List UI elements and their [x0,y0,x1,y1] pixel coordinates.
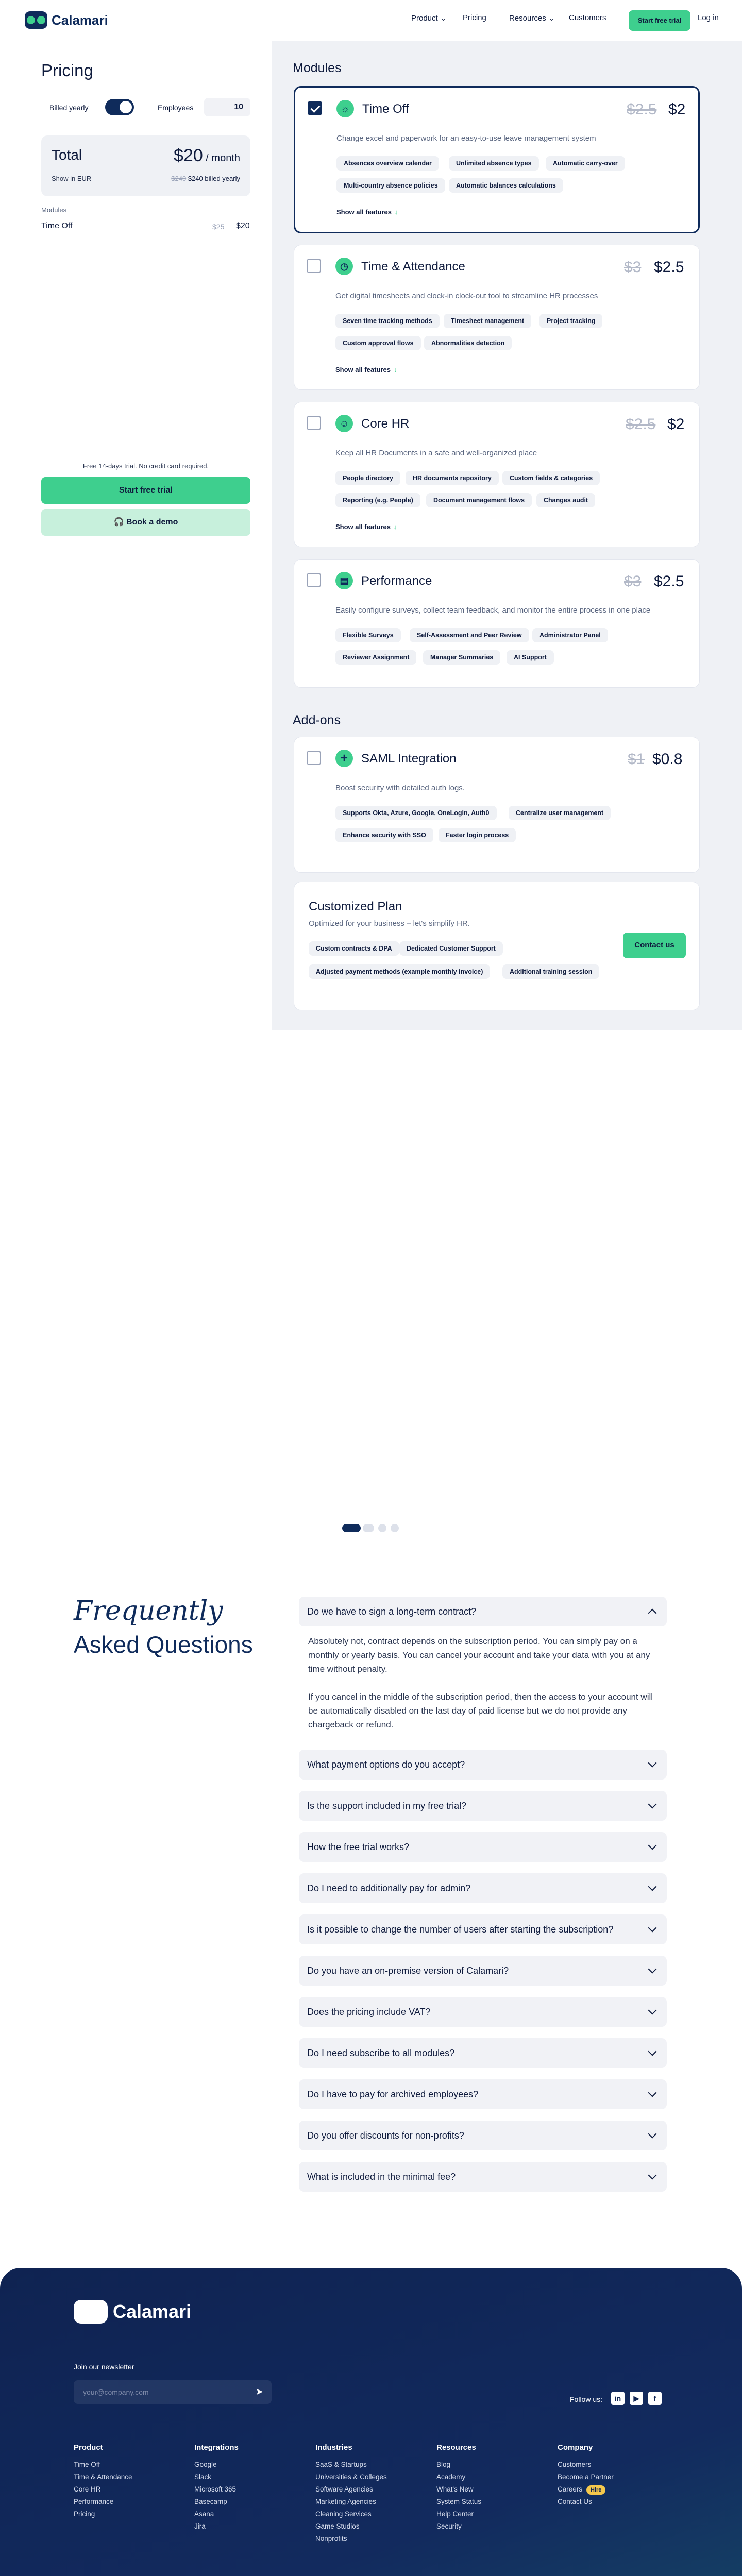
arrow-down-icon: ↓ [393,366,397,374]
newsletter-input[interactable]: your@company.com ➤ [74,2380,272,2404]
chevron-up-icon [648,1609,657,1618]
show-all-features-link[interactable]: Show all features ↓ [335,366,397,374]
module-checkbox[interactable] [307,573,321,587]
footer-link[interactable]: Asana [194,2510,214,2518]
module-card-performance[interactable] [294,559,700,688]
footer-link[interactable]: Cleaning Services [315,2510,372,2518]
yearly-billing: $240 $240 billed yearly [171,175,240,182]
chevron-down-icon [648,1883,657,1891]
footer-link[interactable]: Jira [194,2522,206,2530]
footer-link[interactable]: Performance [74,2498,114,2505]
total-box [41,135,250,196]
chevron-down-icon [648,1759,657,1768]
custom-plan-card [294,882,700,1010]
module-title: Time & Attendance [361,260,465,274]
module-checkbox[interactable] [307,416,321,430]
custom-plan-title: Customized Plan [309,900,402,913]
start-trial-header-button[interactable]: Start free trial [629,10,690,31]
chevron-down-icon [648,1965,657,1974]
contact-us-button[interactable]: Contact us [623,933,686,958]
nav-customers[interactable]: Customers [569,13,606,22]
feature-tag: Custom approval flows [335,336,421,350]
faq-question[interactable]: Is the support included in my free trial? [299,1791,667,1821]
footer-link[interactable]: Nonprofits [315,2535,347,2543]
faq-question[interactable]: What payment options do you accept? [299,1750,667,1780]
footer-link[interactable]: Core HR [74,2485,101,2493]
module-description: Keep all HR Documents in a safe and well-organized place [335,449,537,457]
chevron-down-icon [648,2047,657,2056]
palm-tree-icon: ☼ [336,100,354,117]
feature-tag: Reviewer Assignment [335,650,416,665]
chevron-down-icon [648,1800,657,1809]
footer-column-title: Industries [315,2443,352,2452]
footer-link[interactable]: Help Center [436,2510,474,2518]
faq-question[interactable]: How the free trial works? [299,1832,667,1862]
module-old-price: $2.5 [627,101,657,118]
page-title: Pricing [41,61,93,80]
module-title: Core HR [361,417,410,431]
feature-tag: Flexible Surveys [335,628,401,642]
feature-tag: Dedicated Customer Support [399,941,503,956]
faq-answer: Absolutely not, contract depends on the subscription period. You can simply pay on a monthly or yearly basis. You can cancel your account and take your data with you at any time without penalty. [308,1636,650,1674]
footer-link[interactable]: Pricing [74,2510,95,2518]
module-price: $2 [668,101,686,118]
footer-link[interactable]: Slack [194,2473,212,2481]
nav-resources[interactable]: Resources ⌄ [509,14,555,23]
feature-tag: Custom contracts & DPA [309,941,399,956]
faq-answer: If you cancel in the middle of the subscription period, then the access to your account will be automatically disabled on the last day of paid license but we do not provide any chargeback or refund. [308,1692,653,1730]
feature-tag: Timesheet management [444,314,531,328]
addons-heading: Add-ons [293,713,341,727]
feature-tag: Administrator Panel [532,628,608,642]
faq-question[interactable]: Do I need subscribe to all modules? [299,2038,667,2068]
module-line-name: Time Off [41,222,73,230]
module-title: Time Off [362,102,409,116]
feature-tag: Absences overview calendar [336,156,439,171]
faq-title-italic: Frequently [74,1596,223,1626]
feature-tag: Adjusted payment methods (example monthly invoice) [309,964,490,979]
footer-link[interactable]: Microsoft 365 [194,2485,237,2493]
chevron-down-icon [648,2171,657,2180]
feature-tag: Faster login process [439,828,516,842]
addon-card-saml[interactable] [294,737,700,873]
calamari-logo[interactable]: Calamari [25,11,108,29]
module-description: Easily configure surveys, collect team feedback, and monitor the entire process in one place [335,606,651,615]
headset-icon: 🎧 [113,518,124,527]
feature-tag: Manager Summaries [423,650,500,665]
show-all-features-link[interactable]: Show all features ↓ [336,208,398,216]
feature-tag: Self-Assessment and Peer Review [410,628,529,642]
feature-tag: Supports Okta, Azure, Google, OneLogin, Auth0 [335,806,497,820]
feature-tag: People directory [335,471,400,485]
footer-link[interactable]: Game Studios [315,2522,360,2530]
feature-tag: Project tracking [539,314,602,328]
carousel-dot-active[interactable] [342,1524,361,1532]
linkedin-icon[interactable]: in [611,2392,625,2405]
start-trial-button[interactable]: Start free trial [41,477,250,504]
faq-title: Asked Questions [74,1631,253,1658]
logo-icon [74,2300,108,2324]
custom-plan-description: Optimized for your business – let's simplify HR. [309,919,470,928]
billing-toggle[interactable] [105,99,134,115]
footer-link[interactable]: Software Agencies [315,2485,373,2493]
addon-title: SAML Integration [361,752,457,766]
faq-question[interactable]: What is included in the minimal fee? [299,2162,667,2192]
employees-input[interactable]: 10 [204,98,250,116]
footer-link[interactable]: Google [194,2461,217,2468]
feature-tag: Seven time tracking methods [335,314,440,328]
footer-link[interactable]: SaaS & Startups [315,2461,367,2468]
feature-tag: Custom fields & categories [502,471,600,485]
nav-product[interactable]: Product ⌄ [411,14,447,23]
faq-question-open[interactable]: Do we have to sign a long-term contract? [299,1597,667,1626]
faq-question[interactable]: Do I need to additionally pay for admin? [299,1873,667,1903]
addon-description: Boost security with detailed auth logs. [335,784,465,792]
feature-tag: Automatic carry-over [546,156,625,171]
module-description: Change excel and paperwork for an easy-to-use leave management system [336,134,596,143]
module-card-time-off[interactable] [294,86,700,233]
employees-label: Employees [158,104,194,112]
hiring-badge: Hire [586,2485,605,2495]
module-old-price: $2.5 [626,416,656,433]
module-line-old-price: $25 [212,223,225,231]
module-old-price: $3 [624,573,642,590]
carousel-dot[interactable] [363,1524,374,1532]
send-icon[interactable]: ➤ [255,2386,263,2397]
site-header [0,0,742,41]
module-card-time-attendance[interactable] [294,245,700,390]
footer-column-title: Product [74,2443,103,2452]
footer-column-title: Resources [436,2443,476,2452]
chevron-down-icon [648,1841,657,1850]
module-line-price: $20 [236,222,250,230]
footer-column-title: Integrations [194,2443,239,2452]
arrow-down-icon: ↓ [394,208,398,216]
feature-tag: Abnormalities detection [424,336,512,350]
total-label: Total [52,147,82,163]
footer-link[interactable]: Marketing Agencies [315,2498,376,2505]
addon-checkbox[interactable] [307,751,321,765]
arrow-down-icon: ↓ [393,523,397,531]
footer-link[interactable]: What's New [436,2485,474,2493]
chevron-down-icon [648,1924,657,1933]
billed-yearly-label: Billed yearly [49,104,89,112]
footer-link[interactable]: System Status [436,2498,482,2505]
show-all-features-link[interactable]: Show all features ↓ [335,523,397,531]
module-price: $2.5 [654,259,684,276]
carousel-dot[interactable] [391,1524,399,1532]
feature-tag: Document management flows [426,493,532,507]
footer-column-title: Company [558,2443,593,2452]
module-checkbox[interactable] [308,101,322,115]
faq-question[interactable]: Do I have to pay for archived employees? [299,2079,667,2109]
faq-question[interactable]: Is it possible to change the number of users after starting the subscription? [299,1914,667,1944]
chevron-down-icon [648,2006,657,2015]
faq-question[interactable]: Do you have an on-premise version of Calamari? [299,1956,667,1986]
faq-question[interactable]: Do you offer discounts for non-profits? [299,2121,667,2150]
module-price: $2.5 [654,573,684,590]
footer-link[interactable]: Careers [558,2485,583,2493]
footer-link[interactable]: Time Off [74,2461,100,2468]
addon-old-price: $1 [628,751,645,768]
module-old-price: $3 [624,259,642,276]
footer-link[interactable]: Security [436,2522,462,2530]
feature-tag: Reporting (e.g. People) [335,493,420,507]
feature-tag: HR documents repository [406,471,499,485]
facebook-icon[interactable]: f [648,2392,662,2405]
footer-link[interactable]: Universities & Colleges [315,2473,387,2481]
footer-link[interactable]: Academy [436,2473,466,2481]
chevron-down-icon [648,2089,657,2097]
feature-tag: AI Support [507,650,554,665]
feature-tag: Unlimited absence types [449,156,539,171]
login-link[interactable]: Log in [698,13,719,22]
module-card-core-hr[interactable] [294,402,700,547]
logo-icon [25,11,47,29]
follow-us-label: Follow us: [570,2395,603,2403]
clock-icon: ◷ [335,258,353,275]
chevron-down-icon [648,2130,657,2139]
modules-heading: Modules [293,61,342,75]
footer-link[interactable]: Contact Us [558,2498,592,2505]
nav-pricing[interactable]: Pricing [463,13,486,22]
modules-label: Modules [41,206,67,214]
feature-tag: Changes audit [536,493,595,507]
module-title: Performance [361,574,432,588]
footer-link[interactable]: Blog [436,2461,451,2468]
site-footer [0,2268,742,2576]
module-description: Get digital timesheets and clock-in clock-out tool to streamline HR processes [335,292,598,300]
feature-tag: Automatic balances calculations [449,178,563,193]
newsletter-label: Join our newsletter [74,2363,134,2371]
addon-price: $0.8 [652,751,683,768]
footer-link[interactable]: Time & Attendance [74,2473,132,2481]
feature-tag: Centralize user management [509,806,611,820]
feature-tag: Multi-country absence policies [336,178,445,193]
plus-icon: + [335,750,353,767]
total-price: $20 / month [174,146,240,165]
book-demo-button[interactable]: 🎧 Book a demo [41,509,250,536]
trial-note: Free 14-days trial. No credit card required. [82,462,209,470]
youtube-icon[interactable]: ▶ [630,2392,643,2405]
footer-link[interactable]: Become a Partner [558,2473,614,2481]
footer-link[interactable]: Customers [558,2461,592,2468]
people-icon: ☺ [335,415,353,432]
show-in-eur-link[interactable]: Show in EUR [52,175,92,182]
module-checkbox[interactable] [307,259,321,273]
feature-tag: Additional training session [502,964,599,979]
faq-question[interactable]: Does the pricing include VAT? [299,1997,667,2027]
chart-icon: ▤ [335,572,353,589]
footer-link[interactable]: Basecamp [194,2498,227,2505]
footer-logo[interactable]: Calamari [74,2300,191,2324]
module-price: $2 [667,416,685,433]
carousel-dot[interactable] [378,1524,386,1532]
feature-tag: Enhance security with SSO [335,828,433,842]
